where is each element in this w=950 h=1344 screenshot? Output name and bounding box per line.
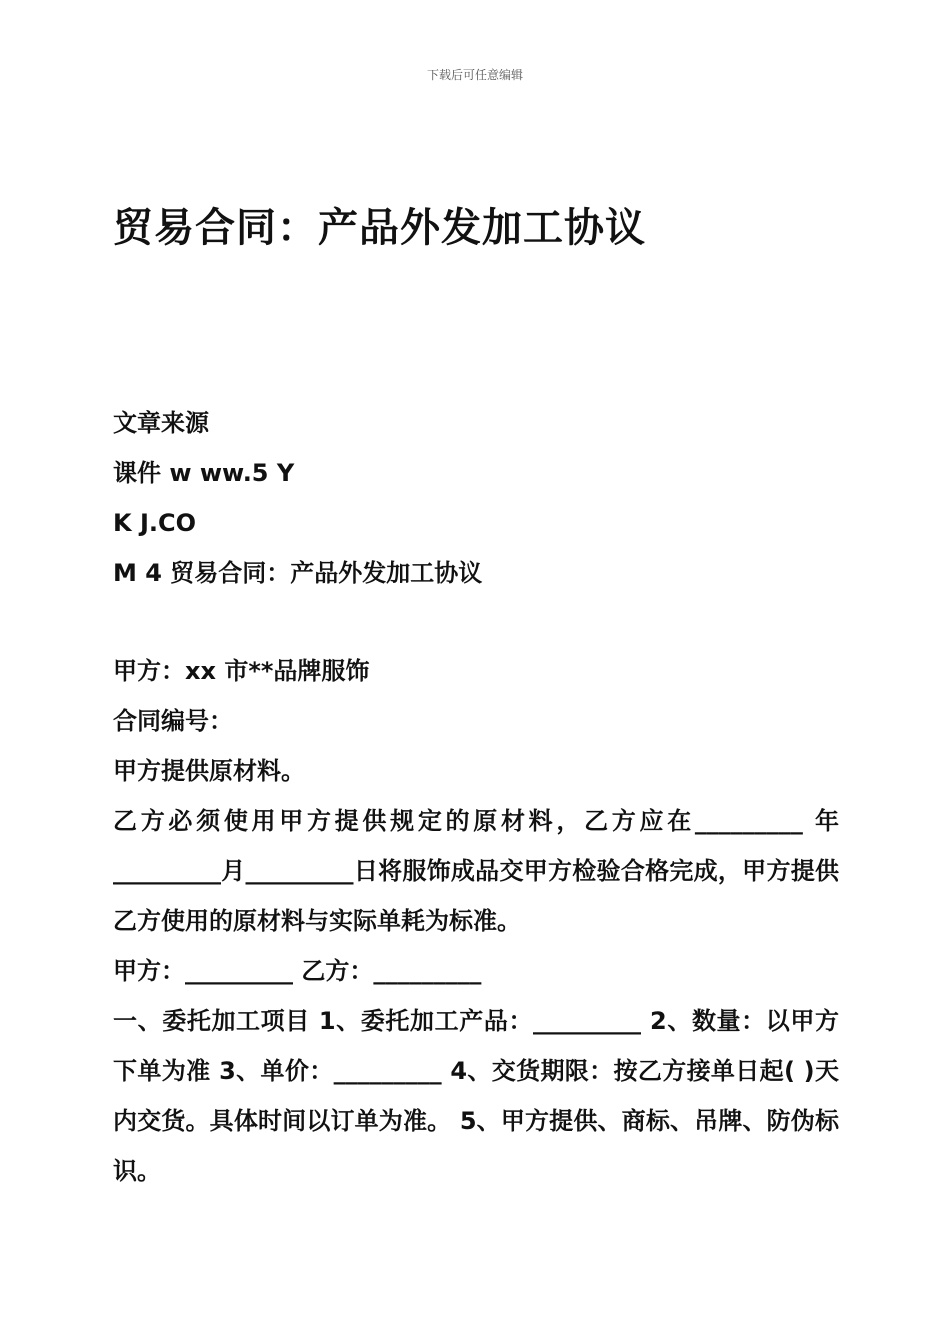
source-line: 文章来源 bbox=[113, 409, 209, 437]
source-line: M 4 贸易合同：产品外发加工协议 bbox=[113, 559, 483, 587]
source-block bbox=[113, 398, 839, 598]
signature-line: 甲方：_________ 乙方：_________ bbox=[113, 957, 482, 985]
material-note-line: 甲方提供原材料。 bbox=[113, 757, 305, 785]
contract-body bbox=[113, 646, 839, 1196]
party-a-line: 甲方：xx 市**品牌服饰 bbox=[113, 657, 370, 685]
source-line: K J.CO bbox=[113, 509, 197, 537]
source-line: 课件 w ww.5 Y bbox=[113, 459, 295, 487]
items-paragraph: 一、委托加工项目 1、委托加工产品：_________ 2、数量：以甲方下单为准 3、单价：_________ 4、交货期限：按乙方接单日起( )天内交货。具体时间以订单为准。 5、甲方提供、商标、吊牌、防伪标识。 bbox=[113, 1007, 839, 1185]
material-paragraph: 乙方必须使用甲方提供规定的原材料，乙方应在_________ 年_________月_________日将服饰成品交甲方检验合格完成，甲方提供乙方使用的原材料与实际单耗为标准。 bbox=[113, 807, 839, 935]
header-note: 下载后可任意编辑 bbox=[426, 68, 523, 82]
contract-number-line: 合同编号： bbox=[113, 707, 233, 735]
document-title: 贸易合同：产品外发加工协议 bbox=[113, 205, 646, 251]
